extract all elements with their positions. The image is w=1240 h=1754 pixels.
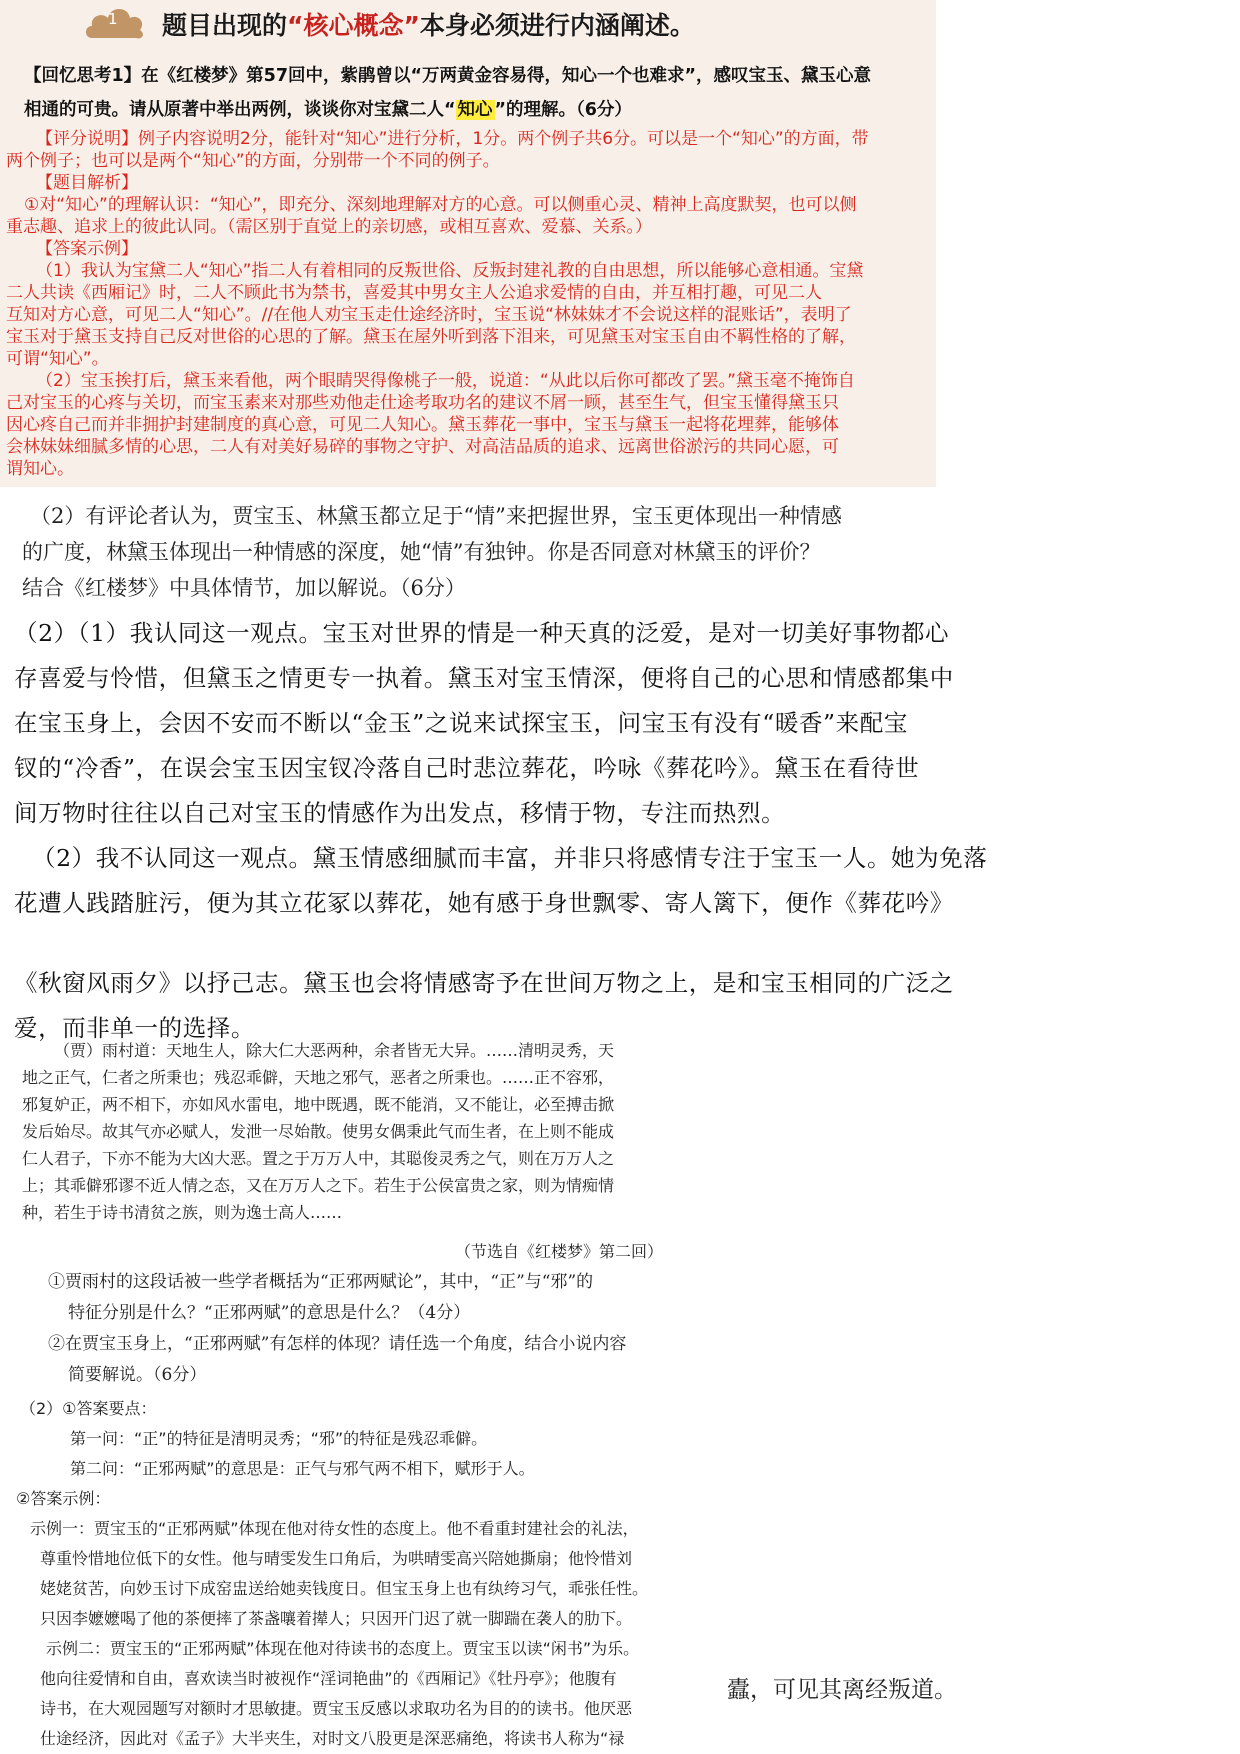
answer-key: （2）①答案要点： 第一问：“正”的特征是清明灵秀；“邪”的特征是残忍乖僻。 第二问：“正邪两赋”的意思是：正气与邪气两不相下，赋形于人。 ②答案示例： 示例一：贾宝玉的“正邪两赋”体现在他对待女性的态度上。他不看重封建社会的礼法， 尊重怜惜地位低下的女性。他与晴雯发生口角后，为哄晴雯高兴陪她撕扇；他怜惜刘 姥姥贫苦，向妙玉讨下成窑盅送给她卖钱度日。但宝玉身上也有纨绔习气，乖张任性。 只因李嬷嬷喝了他的茶便摔了茶盏嚷着撵人；只因开门迟了就一脚踹在袭人的肋下。 示例二：贾宝玉的“正邪两赋”体现在他对待读书的态度上。贾宝玉以读“闲书”为乐。 他向往爱情和自由，喜欢读当时被视作“淫词艳曲”的《西厢记》《牡丹亭》；他腹有 诗书，在大观园题写对额时才思敏捷。贾宝玉反感以求取功名为目的的读书。他厌恶 仕途经济，因此对《孟子》大半夹生，对时文八股更是深恶痛绝，将读书人称为“禄	[16, 1399, 649, 1748]
scoring-explanation: 【评分说明】例子内容说明2分，能针对“知心”进行分析，1分。两个例子共6分。可以是一个“知心”的方面，带 两个例子；也可以是两个“知心”的方面，分别带一个不同的例子。 【题目解析】 ①对“知心”的理解认识：“知心”，即充分、深刻地理解对方的心意。可以侧重心灵、精神上高度默契，也可以侧 重志趣、追求上的彼此认同。（需区别于直觉上的亲切感，或相互喜欢、爱慕、关系。） 【答案示例】 （1）我认为宝黛二人“知心”指二人有着相同的反叛世俗、反叛封建礼教的自由思想，所以能够心意相通。宝黛 二人共读《西厢记》时，二人不顾此书为禁书，喜爱其中男女主人公追求爱情的自由，并互相打趣，可见二人 互知对方心意，可见二人“知心”。//在他人劝宝玉走仕途经济时，宝玉说“林妹妹才不会说这样的混账话”，表明了 宝玉对于黛玉支持自己反对世俗的心思的了解。黛玉在屋外听到落下泪来，可见黛玉对宝玉自由不羁性格的了解， 可谓“知心”。 （2）宝玉挨打后，黛玉来看他，两个眼睛哭得像桃子一般，说道：“从此以后你可都改了罢。”黛玉毫不掩饰自 己对宝玉的心疼与关切，而宝玉素来对那些劝他走仕途考取功名的建议不屑一顾，甚至生气，但宝玉懂得黛玉只 因心疼自己而并非拥护封建制度的真心意，可见二人知心。黛玉葬花一事中，宝玉与黛玉一起将花埋葬，能够体 会林妹妹细腻多情的心思，二人有对美好易碎的事物之守护、对高洁品质的追求、远离世俗淤污的共同心愿，可 谓知心。	[6, 129, 869, 479]
section-number: 1	[108, 10, 118, 28]
section-title	[82, 2, 922, 46]
excerpt-source: （节选自《红楼梦》第二回）	[455, 1242, 664, 1261]
title-text: 题目出现的“核心概念”本身必须进行内涵阐述。	[162, 11, 695, 40]
question-1-line-1: 【回忆思考1】在《红楼梦》第57回中，紫鹃曾以“万两黄金容易得，知心一个也难求”，感叹宝玉、黛玉心意	[24, 66, 872, 86]
excerpt-text: （贾）雨村道：天地生人，除大仁大恶两种，余者皆无大异。……清明灵秀，天 地之正气，仁者之所秉也；残忍乖僻，天地之邪气，恶者之所秉也。……正不容邪， 邪复妒正，两不相下，亦如风水雷电，地中既遇，既不能消，又不能让，必至搏击掀 发后始尽。故其气亦必赋人，发泄一尽始散。使男女偶秉此气而生者，在上则不能成 仁人君子，下亦不能为大凶大恶。置之于万万人中，其聪俊灵秀之气，则在万万人之 上；其乖僻邪谬不近人情之态，又在万万人之下。若生于公侯富贵之家，则为情痴情 种，若生于诗书清贫之族，则为逸士高人……	[22, 1041, 615, 1222]
question-1-line-2: 相通的可贵。请从原著中举出两例，谈谈你对宝黛二人“ 知心 ”的理解。（6分）	[24, 100, 632, 120]
excerpt-questions: ①贾雨村的这段话被一些学者概括为“正邪两赋论”，其中，“正”与“邪”的 特征分别是什么？“正邪两赋”的意思是什么？（4分） ②在贾宝玉身上，“正邪两赋”有怎样的体现？请任选一个角度，结合小说内容 简要解说。（6分）	[48, 1272, 627, 1385]
question-2: （2）有评论者认为，贾宝玉、林黛玉都立足于“情”来把握世界，宝玉更体现出一种情感 的广度，林黛玉体现出一种情感的深度，她“情”有独钟。你是否同意对林黛玉的评价？ 结合《红楼梦》中具体情节，加以解说。（6分）	[22, 504, 842, 600]
answer-continuation: 蠹，可见其离经叛道。	[727, 1677, 957, 1703]
handwritten-answer: （2）（1）我认同这一观点。宝玉对世界的情是一种天真的泛爱，是对一切美好事物都心 存喜爱与怜惜，但黛玉之情更专一执着。黛玉对宝玉情深，便将自己的心思和情感都集中 在宝玉身上，会因不安而不断以“金玉”之说来试探宝玉，问宝玉有没有“暖香”来配宝 钗的“冷香”，在误会宝玉因宝钗冷落自己时悲泣葬花，吟咏《葬花吟》。黛玉在看待世 间万物时往往以自己对宝玉的情感作为出发点，移情于物，专注而热烈。 （2）我不认同这一观点。黛玉情感细腻而丰富，并非只将感情专注于宝玉一人。她为免落 花遭人践踏脏污，便为其立花冢以葬花，她有感于身世飘零、寄人篱下，便作《葬花吟》 《秋窗风雨夕》以抒己志。黛玉也会将情感寄予在世间万物之上，是和宝玉相同的广泛之 爱，而非单一的选择。	[14, 619, 988, 1042]
highlight-zhixin: 知心	[457, 100, 493, 120]
